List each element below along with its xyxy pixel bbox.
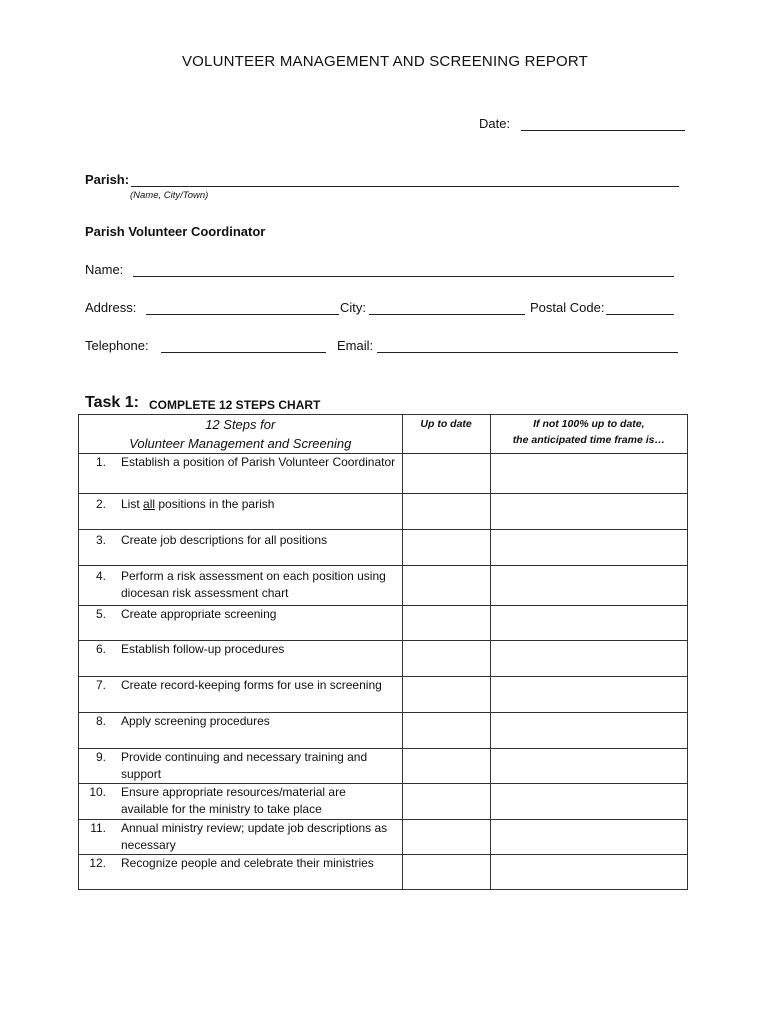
- table-row: [79, 566, 688, 606]
- table-row: [79, 855, 688, 890]
- time-frame-header-line2: the anticipated time frame is…: [512, 434, 665, 446]
- time-frame-cell[interactable]: [490, 855, 687, 890]
- postal-code-label: Postal Code:: [530, 300, 605, 315]
- up-to-date-cell[interactable]: [402, 454, 490, 494]
- step-text: Perform a risk assessment on each position using diocesan risk assessment chart: [121, 569, 386, 600]
- parish-label: Parish:: [85, 172, 130, 187]
- step-text-underlined: all: [143, 497, 156, 511]
- page-title: VOLUNTEER MANAGEMENT AND SCREENING REPORT: [181, 53, 589, 70]
- telephone-field[interactable]: [161, 352, 326, 353]
- step-text: Create appropriate screening: [121, 607, 277, 621]
- table-row: [79, 454, 688, 494]
- parish-field[interactable]: [131, 186, 679, 187]
- step-text: Establish a position of Parish Volunteer Coordinator: [121, 455, 396, 469]
- step-text: Create job descriptions for all positions: [121, 533, 328, 547]
- step-text: [121, 496, 396, 513]
- telephone-label: Telephone:: [85, 338, 149, 353]
- step-number: 7.: [95, 678, 106, 692]
- step-text: Ensure appropriate resources/material are available for the ministry to take place: [121, 785, 346, 816]
- time-frame-cell[interactable]: [490, 566, 687, 606]
- time-frame-column-header: [490, 415, 687, 454]
- step-text-pre: List: [121, 497, 144, 511]
- step-number: 8.: [95, 714, 106, 728]
- step-number: 3.: [95, 533, 106, 547]
- date-field[interactable]: [521, 130, 685, 131]
- up-to-date-cell[interactable]: [402, 677, 490, 713]
- step-text: Annual ministry review; update job descriptions as necessary: [121, 821, 388, 852]
- date-label: Date:: [479, 116, 511, 131]
- up-to-date-column-header: [402, 415, 490, 454]
- task-label: Task 1:: [85, 394, 139, 411]
- steps-table: [78, 414, 688, 890]
- time-frame-cell[interactable]: [490, 677, 687, 713]
- time-frame-cell[interactable]: [490, 530, 687, 566]
- table-row: [79, 749, 688, 784]
- step-number: 1.: [95, 455, 106, 469]
- table-row: [79, 820, 688, 855]
- step-number: 6.: [95, 642, 106, 656]
- up-to-date-cell[interactable]: [402, 749, 490, 784]
- email-label: Email:: [337, 338, 374, 353]
- city-label: City:: [340, 300, 366, 315]
- step-text: Recognize people and celebrate their ministries: [121, 856, 374, 870]
- up-to-date-cell[interactable]: [402, 855, 490, 890]
- step-number: 11.: [90, 821, 106, 835]
- table-row: [79, 494, 688, 530]
- table-row: [79, 784, 688, 820]
- time-frame-cell[interactable]: [490, 494, 687, 530]
- time-frame-cell[interactable]: [490, 641, 687, 677]
- step-text: Establish follow-up procedures: [121, 642, 285, 656]
- step-text: Apply screening procedures: [121, 714, 270, 728]
- address-field[interactable]: [146, 314, 339, 315]
- step-text: Provide continuing and necessary training and support: [121, 750, 368, 781]
- name-label: Name:: [85, 262, 124, 277]
- time-frame-cell[interactable]: [490, 749, 687, 784]
- table-row: [79, 677, 688, 713]
- time-frame-cell[interactable]: [490, 454, 687, 494]
- up-to-date-header: Up to date: [420, 418, 472, 430]
- up-to-date-cell[interactable]: [402, 566, 490, 606]
- time-frame-header-line1: If not 100% up to date,: [533, 418, 645, 430]
- time-frame-cell[interactable]: [490, 713, 687, 749]
- postal-code-field[interactable]: [606, 314, 674, 315]
- step-text: Create record-keeping forms for use in screening: [121, 678, 382, 692]
- table-row: [79, 606, 688, 641]
- time-frame-cell[interactable]: [490, 784, 687, 820]
- time-frame-cell[interactable]: [490, 820, 687, 855]
- step-number: 9.: [95, 750, 106, 764]
- up-to-date-cell[interactable]: [402, 713, 490, 749]
- step-number: 5.: [95, 607, 106, 621]
- up-to-date-cell[interactable]: [402, 784, 490, 820]
- step-number: 2.: [95, 497, 106, 511]
- coordinator-heading: Parish Volunteer Coordinator: [85, 224, 266, 239]
- up-to-date-cell[interactable]: [402, 530, 490, 566]
- up-to-date-cell[interactable]: [402, 820, 490, 855]
- steps-column-header: [79, 415, 403, 454]
- up-to-date-cell[interactable]: [402, 494, 490, 530]
- steps-header-line2: Volunteer Management and Screening: [129, 436, 352, 451]
- parish-hint: (Name, City/Town): [130, 190, 209, 201]
- table-header-row: [79, 415, 688, 454]
- table-row: [79, 530, 688, 566]
- name-field[interactable]: [133, 276, 674, 277]
- up-to-date-cell[interactable]: [402, 641, 490, 677]
- up-to-date-cell[interactable]: [402, 606, 490, 641]
- city-field[interactable]: [369, 314, 525, 315]
- step-text-post: positions in the parish: [155, 497, 275, 511]
- task-title: COMPLETE 12 STEPS CHART: [149, 398, 321, 412]
- time-frame-cell[interactable]: [490, 606, 687, 641]
- email-field[interactable]: [377, 352, 678, 353]
- table-row: [79, 713, 688, 749]
- steps-header-line1: 12 Steps for: [205, 417, 276, 432]
- step-number: 12.: [89, 856, 106, 870]
- table-row: [79, 641, 688, 677]
- step-number: 4.: [95, 569, 106, 583]
- address-label: Address:: [85, 300, 137, 315]
- step-number: 10.: [89, 785, 106, 799]
